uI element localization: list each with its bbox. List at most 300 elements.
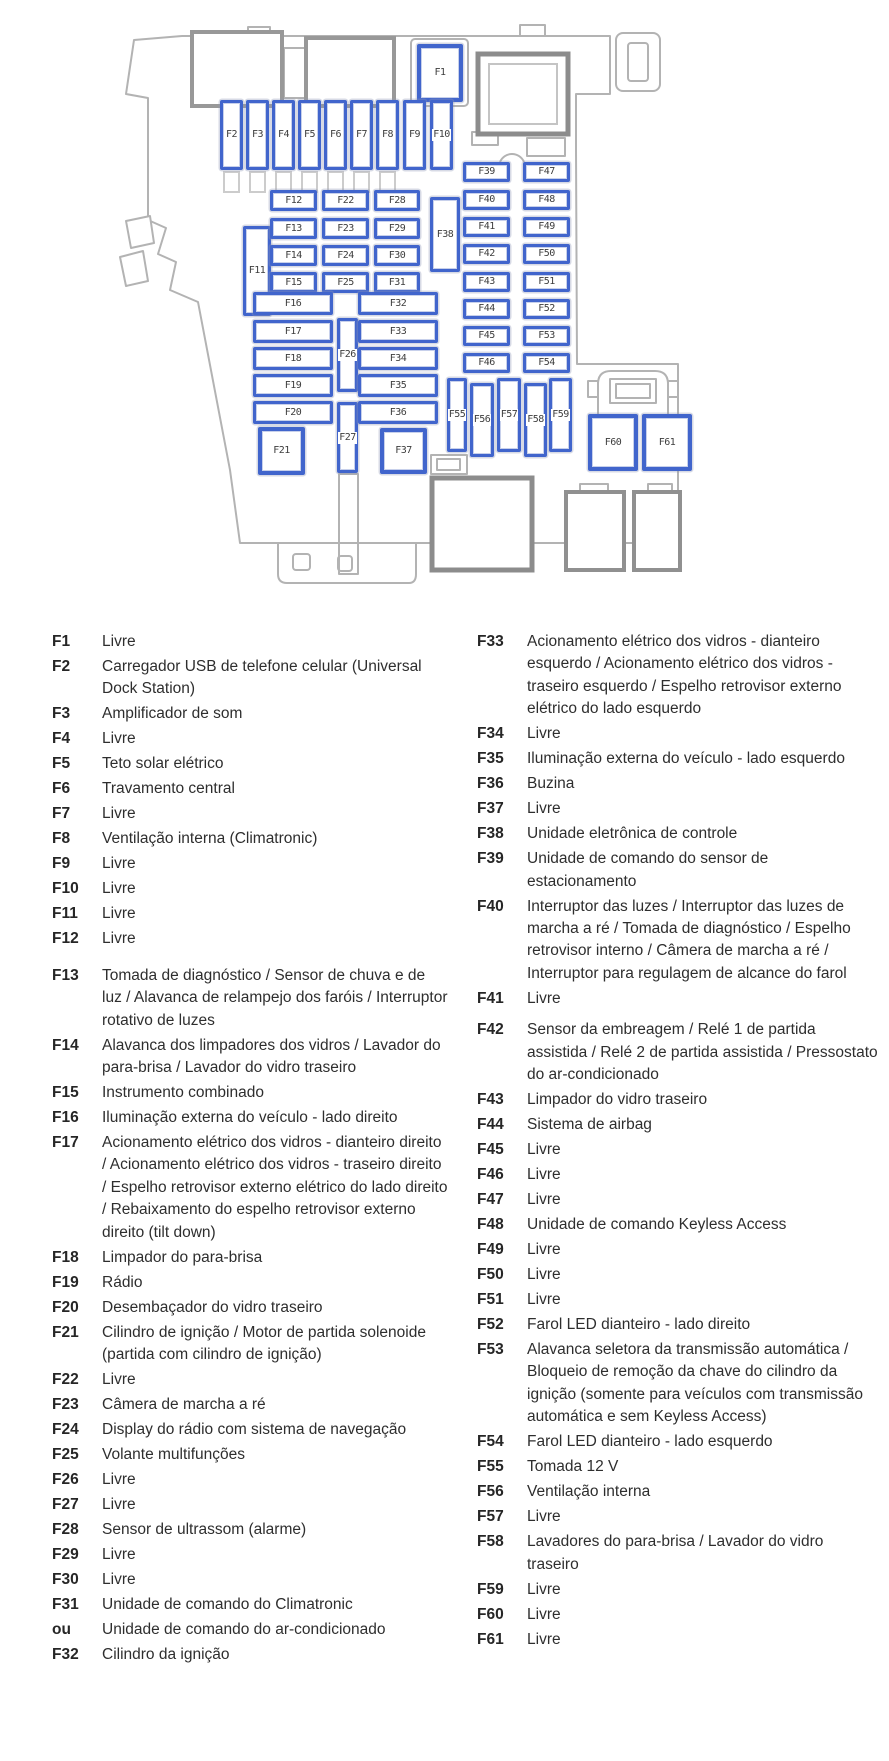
legend-item-F46 xyxy=(477,1164,879,1186)
legend-column-right xyxy=(477,631,879,1654)
fuse-label: F16 xyxy=(284,297,302,309)
fuse-F35 xyxy=(358,374,438,397)
legend-fuse-desc: Livre xyxy=(102,1471,136,1489)
legend-fuse-id: F51 xyxy=(477,1291,504,1309)
legend-fuse-desc: Livre xyxy=(102,633,136,650)
legend-item-F37 xyxy=(477,798,879,820)
legend-fuse-id: F39 xyxy=(477,850,504,868)
fuse-label: F17 xyxy=(284,325,302,337)
fuse-label: F36 xyxy=(389,406,407,418)
fuse-F39 xyxy=(463,162,510,182)
legend-fuse-id: F36 xyxy=(477,775,504,793)
legend-item-F55 xyxy=(477,1456,879,1478)
legend-fuse-desc: Livre xyxy=(527,1266,561,1284)
legend-fuse-id: F10 xyxy=(52,880,79,898)
fuse-label: F34 xyxy=(389,352,407,364)
legend-fuse-id: F3 xyxy=(52,705,71,723)
fuse-label: F32 xyxy=(389,297,407,309)
fuse-label: F5 xyxy=(303,129,316,140)
relay-box-bottom-right-1 xyxy=(566,492,624,570)
fuse-label: F58 xyxy=(527,414,544,425)
legend-item-F26 xyxy=(52,1469,448,1491)
fuse-label: F54 xyxy=(538,357,555,368)
legend-item-F29 xyxy=(52,1544,448,1566)
fuse-label: F37 xyxy=(395,445,412,456)
fuse-label: F13 xyxy=(285,222,302,234)
legend-item-F7 xyxy=(52,803,448,825)
relay-box-bottom-center xyxy=(432,478,532,570)
fuse-F46 xyxy=(463,353,510,373)
legend-fuse-desc: Livre xyxy=(527,1141,561,1159)
fuse-label: F46 xyxy=(478,357,495,368)
legend-fuse-desc: Livre xyxy=(102,880,136,898)
legend-fuse-desc: Volante multifunções xyxy=(102,1446,246,1464)
legend-fuse-id: F52 xyxy=(477,1316,504,1334)
fuse-F16 xyxy=(253,292,333,315)
legend-fuse-id: F15 xyxy=(52,1084,79,1102)
connector-top xyxy=(598,371,668,414)
legend-fuse-id: F26 xyxy=(52,1471,79,1489)
fuse-F33 xyxy=(358,320,438,343)
legend-fuse-id: F53 xyxy=(477,1341,504,1359)
legend-item-F15 xyxy=(52,1082,448,1104)
legend-item-F31 xyxy=(52,1594,448,1616)
legend-item-F44 xyxy=(477,1114,879,1136)
fuse-F37 xyxy=(380,428,427,474)
fuse-F4 xyxy=(272,100,295,170)
fuse-label: F29 xyxy=(388,222,406,234)
legend-fuse-id: F23 xyxy=(52,1396,79,1414)
fuse-label: F45 xyxy=(478,330,495,341)
fuse-F43 xyxy=(463,272,510,292)
legend-fuse-id: F13 xyxy=(52,966,79,984)
fuse-F41 xyxy=(463,217,510,237)
legend-item-F25 xyxy=(52,1444,448,1466)
legend-fuse-desc: Tomada 12 V xyxy=(527,1458,619,1476)
legend-item-F3 xyxy=(52,703,448,725)
legend-fuse-desc: Unidade de comando do ar-condicionado xyxy=(102,1621,386,1639)
legend-fuse-id: F33 xyxy=(477,633,504,650)
legend-fuse-desc: Teto solar elétrico xyxy=(102,755,224,773)
legend-fuse-id: F1 xyxy=(52,633,71,650)
legend-item-F5 xyxy=(52,753,448,775)
legend-fuse-id: F30 xyxy=(52,1571,79,1589)
fuse-label: F19 xyxy=(284,379,302,391)
fuse-F21 xyxy=(258,427,305,475)
legend-fuse-desc: Livre xyxy=(527,1580,561,1598)
fuse-F34 xyxy=(358,347,438,370)
fuse-label: F33 xyxy=(389,325,407,337)
legend-fuse-id: F48 xyxy=(477,1216,504,1234)
legend-fuse-id: F6 xyxy=(52,780,71,798)
fuse-label: F2 xyxy=(225,129,238,140)
fuse-label: F8 xyxy=(381,129,394,140)
legend-item-F36 xyxy=(477,773,879,795)
legend-item-F2 xyxy=(52,656,448,701)
relay-box-top-mid xyxy=(306,38,394,106)
legend-item-F49 xyxy=(477,1239,879,1261)
legend-fuse-id: F14 xyxy=(52,1036,79,1054)
legend-item-F17 xyxy=(52,1132,448,1244)
legend-fuse-desc: Travamento central xyxy=(102,780,235,798)
legend-item-F38 xyxy=(477,823,879,845)
fuse-F44 xyxy=(463,299,510,319)
bracket-right-inner xyxy=(628,43,648,81)
fuse-label: F52 xyxy=(538,303,555,314)
legend-fuse-id: ou xyxy=(52,1621,71,1639)
legend-fuse-desc: Instrumento combinado xyxy=(102,1084,264,1102)
legend-fuse-id: F29 xyxy=(52,1546,79,1564)
fuse-F7 xyxy=(350,100,373,170)
legend-item-F53 xyxy=(477,1339,879,1429)
legend-item-F60 xyxy=(477,1604,879,1626)
fuse-F51 xyxy=(523,272,570,292)
legend-fuse-desc: Ventilação interna xyxy=(527,1483,651,1501)
legend-item-F32 xyxy=(52,1644,448,1666)
fuse-F9 xyxy=(403,100,426,170)
legend-fuse-id: F35 xyxy=(477,750,504,768)
fuse-label: F28 xyxy=(388,194,406,206)
fuse-F30 xyxy=(374,245,420,266)
legend-item-F61 xyxy=(477,1629,879,1651)
fuse-label: F7 xyxy=(355,129,368,140)
fuse-F29 xyxy=(374,218,420,239)
legend-fuse-id: F42 xyxy=(477,1021,504,1039)
fuse-label: F31 xyxy=(388,276,406,288)
relay-box-top-left xyxy=(192,32,282,106)
fuse-label: F24 xyxy=(337,249,354,261)
legend-item-F12 xyxy=(52,928,448,950)
fuse-label: F42 xyxy=(478,248,495,259)
legend-item-F51 xyxy=(477,1289,879,1311)
legend-fuse-desc: Câmera de marcha a ré xyxy=(102,1396,266,1414)
legend-fuse-id: F32 xyxy=(52,1646,79,1664)
legend-item-F57 xyxy=(477,1506,879,1528)
legend-fuse-id: F28 xyxy=(52,1521,79,1539)
legend-fuse-desc: Livre xyxy=(527,1191,561,1209)
fuse-F57 xyxy=(497,378,521,452)
casing-tab xyxy=(520,25,545,36)
legend-item-F23 xyxy=(52,1394,448,1416)
legend-fuse-id: F12 xyxy=(52,930,79,948)
legend-fuse-desc: Alavanca seletora da transmissão automática / Bloqueio de remoção da chave do cilindro da ignição (somente para veículos com transmissão automática e sem Keyless Access) xyxy=(527,1341,863,1426)
bottom-foot xyxy=(338,556,352,571)
legend-fuse-desc: Amplificador de som xyxy=(102,705,243,723)
legend-fuse-desc: Livre xyxy=(527,1291,561,1309)
legend-fuse-desc: Interruptor das luzes / Interruptor das luzes de marcha a ré / Tomada de diagnóstico / Espelho retrovisor interno / Câmera de marcha a ré / Interruptor para regulagem de alcance do farol xyxy=(527,897,851,982)
legend-item-F13 xyxy=(52,965,448,1032)
bottom-foot xyxy=(293,554,310,570)
legend-fuse-desc: Livre xyxy=(527,1605,561,1623)
fuse-label: F59 xyxy=(552,409,569,420)
fuse-label: F39 xyxy=(478,166,495,177)
connector-wing xyxy=(588,381,598,397)
fuse-F45 xyxy=(463,326,510,346)
fuse-F31 xyxy=(374,272,420,293)
legend-fuse-desc: Livre xyxy=(102,930,136,948)
fuse-F10 xyxy=(430,100,453,170)
fuse-label: F10 xyxy=(433,129,450,140)
legend-fuse-desc: Desembaçador do vidro traseiro xyxy=(102,1298,323,1316)
legend-fuse-id: F4 xyxy=(52,730,71,748)
legend-fuse-id: F55 xyxy=(477,1458,504,1476)
legend-fuse-desc: Unidade de comando Keyless Access xyxy=(527,1216,787,1234)
fuse-label: F30 xyxy=(388,249,406,261)
fuse-F50 xyxy=(523,244,570,264)
legend-fuse-desc: Acionamento elétrico dos vidros - dianteiro direito / Acionamento elétrico dos vidros - traseiro direito / Espelho retrovisor externo elétrico do lado direito / Rebaixamento do espelho retrovisor externo direito (tilt down) xyxy=(102,1134,448,1241)
legend-fuse-id: F45 xyxy=(477,1141,504,1159)
legend-fuse-desc: Livre xyxy=(527,1630,561,1648)
fuse-F3 xyxy=(246,100,269,170)
legend-fuse-desc: Unidade de comando do Climatronic xyxy=(102,1596,353,1614)
legend-item-F47 xyxy=(477,1189,879,1211)
legend-column-left xyxy=(52,631,448,1669)
legend-item-F10 xyxy=(52,878,448,900)
fuse-label: F43 xyxy=(478,276,495,287)
fuse-label: F40 xyxy=(478,194,495,205)
fuse-box-diagram xyxy=(0,0,889,610)
fuse-label: F11 xyxy=(248,265,266,276)
fuse-label: F27 xyxy=(339,431,356,443)
legend-fuse-desc: Livre xyxy=(527,1166,561,1184)
legend-fuse-id: F46 xyxy=(477,1166,504,1184)
fuse-label: F51 xyxy=(538,276,555,287)
legend-item-F8 xyxy=(52,828,448,850)
legend-fuse-desc: Livre xyxy=(527,989,561,1007)
legend-fuse-desc: Iluminação externa do veículo - lado direito xyxy=(102,1109,398,1127)
legend-item-F34 xyxy=(477,723,879,745)
legend-fuse-id: F47 xyxy=(477,1191,504,1209)
legend-item-F30 xyxy=(52,1569,448,1591)
fuse-label: F1 xyxy=(434,67,446,78)
legend-item-F1 xyxy=(52,631,448,653)
legend-fuse-desc: Livre xyxy=(102,1496,136,1514)
fuse-label: F3 xyxy=(251,129,264,140)
legend-fuse-id: F44 xyxy=(477,1116,504,1134)
legend-fuse-desc: Iluminação externa do veículo - lado esquerdo xyxy=(527,750,845,768)
fuse-F2 xyxy=(220,100,243,170)
legend-fuse-desc: Sistema de airbag xyxy=(527,1116,652,1134)
legend-fuse-id: F7 xyxy=(52,805,71,823)
legend-fuse-desc: Carregador USB de telefone celular (Universal Dock Station) xyxy=(102,658,422,698)
relay-link xyxy=(284,48,305,98)
legend-item-F39 xyxy=(477,848,879,893)
fuse-label: F21 xyxy=(273,445,290,456)
fuse-F5 xyxy=(298,100,321,170)
legend-fuse-desc: Tomada de diagnóstico / Sensor de chuva e de luz / Alavanca de relampejo dos faróis / Interruptor rotativo de luzes xyxy=(102,966,448,1029)
legend-fuse-id: F34 xyxy=(477,725,504,743)
legend-item-F52 xyxy=(477,1314,879,1336)
fuse-F24 xyxy=(322,245,369,266)
legend-fuse-desc: Livre xyxy=(102,1546,136,1564)
fuse-label: F61 xyxy=(658,436,676,448)
fuse-F59 xyxy=(549,378,572,452)
fuse-label: F9 xyxy=(408,129,421,140)
legend-fuse-desc: Cilindro da ignição xyxy=(102,1646,230,1664)
fuse-label: F20 xyxy=(284,406,302,418)
fuse-F19 xyxy=(253,374,333,397)
fuse-F26 xyxy=(337,318,358,392)
fuse-label: F49 xyxy=(538,221,555,232)
legend-fuse-desc: Livre xyxy=(102,730,136,748)
left-prong xyxy=(126,216,154,248)
legend-item-F45 xyxy=(477,1139,879,1161)
fuse-F58 xyxy=(524,383,547,457)
legend-fuse-id: F49 xyxy=(477,1241,504,1259)
legend-item-F20 xyxy=(52,1297,448,1319)
fuse-label: F14 xyxy=(285,249,302,261)
legend-fuse-id: F16 xyxy=(52,1109,79,1127)
fuse-F56 xyxy=(470,383,494,457)
fuse-F61 xyxy=(642,414,692,471)
legend-item-F9 xyxy=(52,853,448,875)
fuse-F8 xyxy=(376,100,399,170)
legend-fuse-id: F27 xyxy=(52,1496,79,1514)
legend-fuse-desc: Alavanca dos limpadores dos vidros / Lavador do para-brisa / Lavador do vidro traseiro xyxy=(102,1036,441,1077)
legend-item-F16 xyxy=(52,1107,448,1129)
fuse-F13 xyxy=(270,218,317,239)
small-connector-inner xyxy=(437,459,460,470)
legend-item-F11 xyxy=(52,903,448,925)
fuse-label: F44 xyxy=(478,303,495,314)
fuse-label: F12 xyxy=(285,194,302,206)
legend-fuse-desc: Livre xyxy=(527,1241,561,1259)
fuse-F28 xyxy=(374,190,420,211)
legend-item-F41 xyxy=(477,988,879,1010)
legend-item-F4 xyxy=(52,728,448,750)
legend-fuse-desc: Buzina xyxy=(527,775,575,793)
relay-box-bottom-right-2 xyxy=(634,492,680,570)
fuse-label: F22 xyxy=(337,194,354,206)
bottom-tab xyxy=(278,543,416,583)
legend-item-F27 xyxy=(52,1494,448,1516)
fuse-F15 xyxy=(270,272,317,293)
legend-fuse-desc: Unidade de comando do sensor de estacionamento xyxy=(527,850,769,890)
legend-item-F43 xyxy=(477,1089,879,1111)
fuse-F6 xyxy=(324,100,347,170)
fuse-F20 xyxy=(253,401,333,424)
legend-fuse-id: F24 xyxy=(52,1421,79,1439)
fuse-F48 xyxy=(523,190,570,210)
fuse-F40 xyxy=(463,190,510,210)
legend-fuse-desc: Livre xyxy=(102,905,136,923)
bracket-right xyxy=(616,33,660,91)
legend-fuse-desc: Cilindro de ignição / Motor de partida solenoide (partida com cilindro de ignição) xyxy=(102,1323,426,1364)
fuse-label: F18 xyxy=(284,352,302,364)
notch-arc xyxy=(500,154,524,162)
fuse-F47 xyxy=(523,162,570,182)
legend-fuse-desc: Livre xyxy=(527,1508,561,1526)
legend-fuse-id: F43 xyxy=(477,1091,504,1109)
fuse-label: F48 xyxy=(538,194,555,205)
fuse-label: F55 xyxy=(448,409,466,420)
fuse-F52 xyxy=(523,299,570,319)
legend-item-F54 xyxy=(477,1431,879,1453)
legend-fuse-desc: Limpador do vidro traseiro xyxy=(527,1091,708,1109)
fuse-label: F4 xyxy=(277,129,290,140)
fuse-label: F50 xyxy=(538,248,555,259)
fuse-F49 xyxy=(523,217,570,237)
fuse-label: F35 xyxy=(389,379,407,391)
legend-fuse-id: F5 xyxy=(52,755,71,773)
legend-fuse-desc: Limpador do para-brisa xyxy=(102,1248,263,1266)
legend-fuse-desc: Livre xyxy=(102,1371,136,1389)
legend-fuse-desc: Sensor da embreagem / Relé 1 de partida assistida / Relé 2 de partida assistida / Pressostato do ar-condicionado xyxy=(527,1021,878,1084)
fuse-F23 xyxy=(322,218,369,239)
fuse-F55 xyxy=(447,378,467,452)
fuse-F42 xyxy=(463,244,510,264)
legend-fuse-id: F54 xyxy=(477,1433,504,1451)
legend-fuse-id: F41 xyxy=(477,989,504,1007)
fuse-F54 xyxy=(523,353,570,373)
legend-item-F28 xyxy=(52,1519,448,1541)
connector-wing xyxy=(668,381,678,397)
legend-item-F24 xyxy=(52,1419,448,1441)
fuse-F36 xyxy=(358,401,438,424)
legend-item-F6 xyxy=(52,778,448,800)
fuse-label: F25 xyxy=(337,276,354,288)
legend-fuse-desc: Unidade eletrônica de controle xyxy=(527,825,738,843)
legend-item-F35 xyxy=(477,748,879,770)
legend-item-F50 xyxy=(477,1264,879,1286)
legend-item-F48 xyxy=(477,1214,879,1236)
legend-item-F21 xyxy=(52,1322,448,1367)
legend-fuse-id: F61 xyxy=(477,1630,504,1648)
legend-fuse-id: F20 xyxy=(52,1298,79,1316)
small-connector xyxy=(527,138,565,156)
legend-fuse-desc: Acionamento elétrico dos vidros - dianteiro esquerdo / Acionamento elétrico dos vidros - traseiro esquerdo / Espelho retrovisor externo elétrico do lado esquerdo xyxy=(527,633,842,718)
connector-top-inner xyxy=(616,384,650,398)
legend-fuse-id: F57 xyxy=(477,1508,504,1526)
legend-fuse-id: F17 xyxy=(52,1134,79,1152)
fuse-F53 xyxy=(523,326,570,346)
fuse-F18 xyxy=(253,347,333,370)
legend-fuse-id: F38 xyxy=(477,825,504,843)
legend-fuse-desc: Livre xyxy=(102,805,136,823)
fuse-label: F60 xyxy=(604,436,622,448)
channel xyxy=(339,474,358,574)
fuse-F12 xyxy=(270,190,317,211)
legend-fuse-id: F11 xyxy=(52,905,78,923)
fuse-F38 xyxy=(430,197,460,272)
legend-fuse-desc: Ventilação interna (Climatronic) xyxy=(102,830,318,848)
legend-item-F33 xyxy=(477,631,879,721)
legend-fuse-desc: Farol LED dianteiro - lado direito xyxy=(527,1316,751,1334)
left-prong xyxy=(120,251,148,286)
fuse-F17 xyxy=(253,320,333,343)
legend-fuse-id: F9 xyxy=(52,855,71,873)
fuse-label: F47 xyxy=(538,166,555,177)
legend-fuse-desc: Livre xyxy=(527,725,561,743)
legend-fuse-desc: Lavadores do para-brisa / Lavador do vidro traseiro xyxy=(527,1533,824,1573)
fuse-F1 xyxy=(417,44,463,102)
legend-item-F19 xyxy=(52,1272,448,1294)
fuse-label: F53 xyxy=(538,330,555,341)
legend-fuse-desc: Livre xyxy=(527,800,561,818)
legend-fuse-desc: Farol LED dianteiro - lado esquerdo xyxy=(527,1433,773,1451)
fuse-F27 xyxy=(337,402,358,473)
fuse-label: F57 xyxy=(500,409,518,420)
fuse-F25 xyxy=(322,272,369,293)
legend-fuse-id: F25 xyxy=(52,1446,79,1464)
legend-fuse-id: F59 xyxy=(477,1580,504,1598)
legend-item-F58 xyxy=(477,1531,879,1576)
legend-fuse-id: F18 xyxy=(52,1248,79,1266)
legend-fuse-id: F40 xyxy=(477,897,504,915)
fuse-F14 xyxy=(270,245,317,266)
legend-fuse-desc: Rádio xyxy=(102,1273,143,1291)
fuse-label: F23 xyxy=(337,222,354,234)
